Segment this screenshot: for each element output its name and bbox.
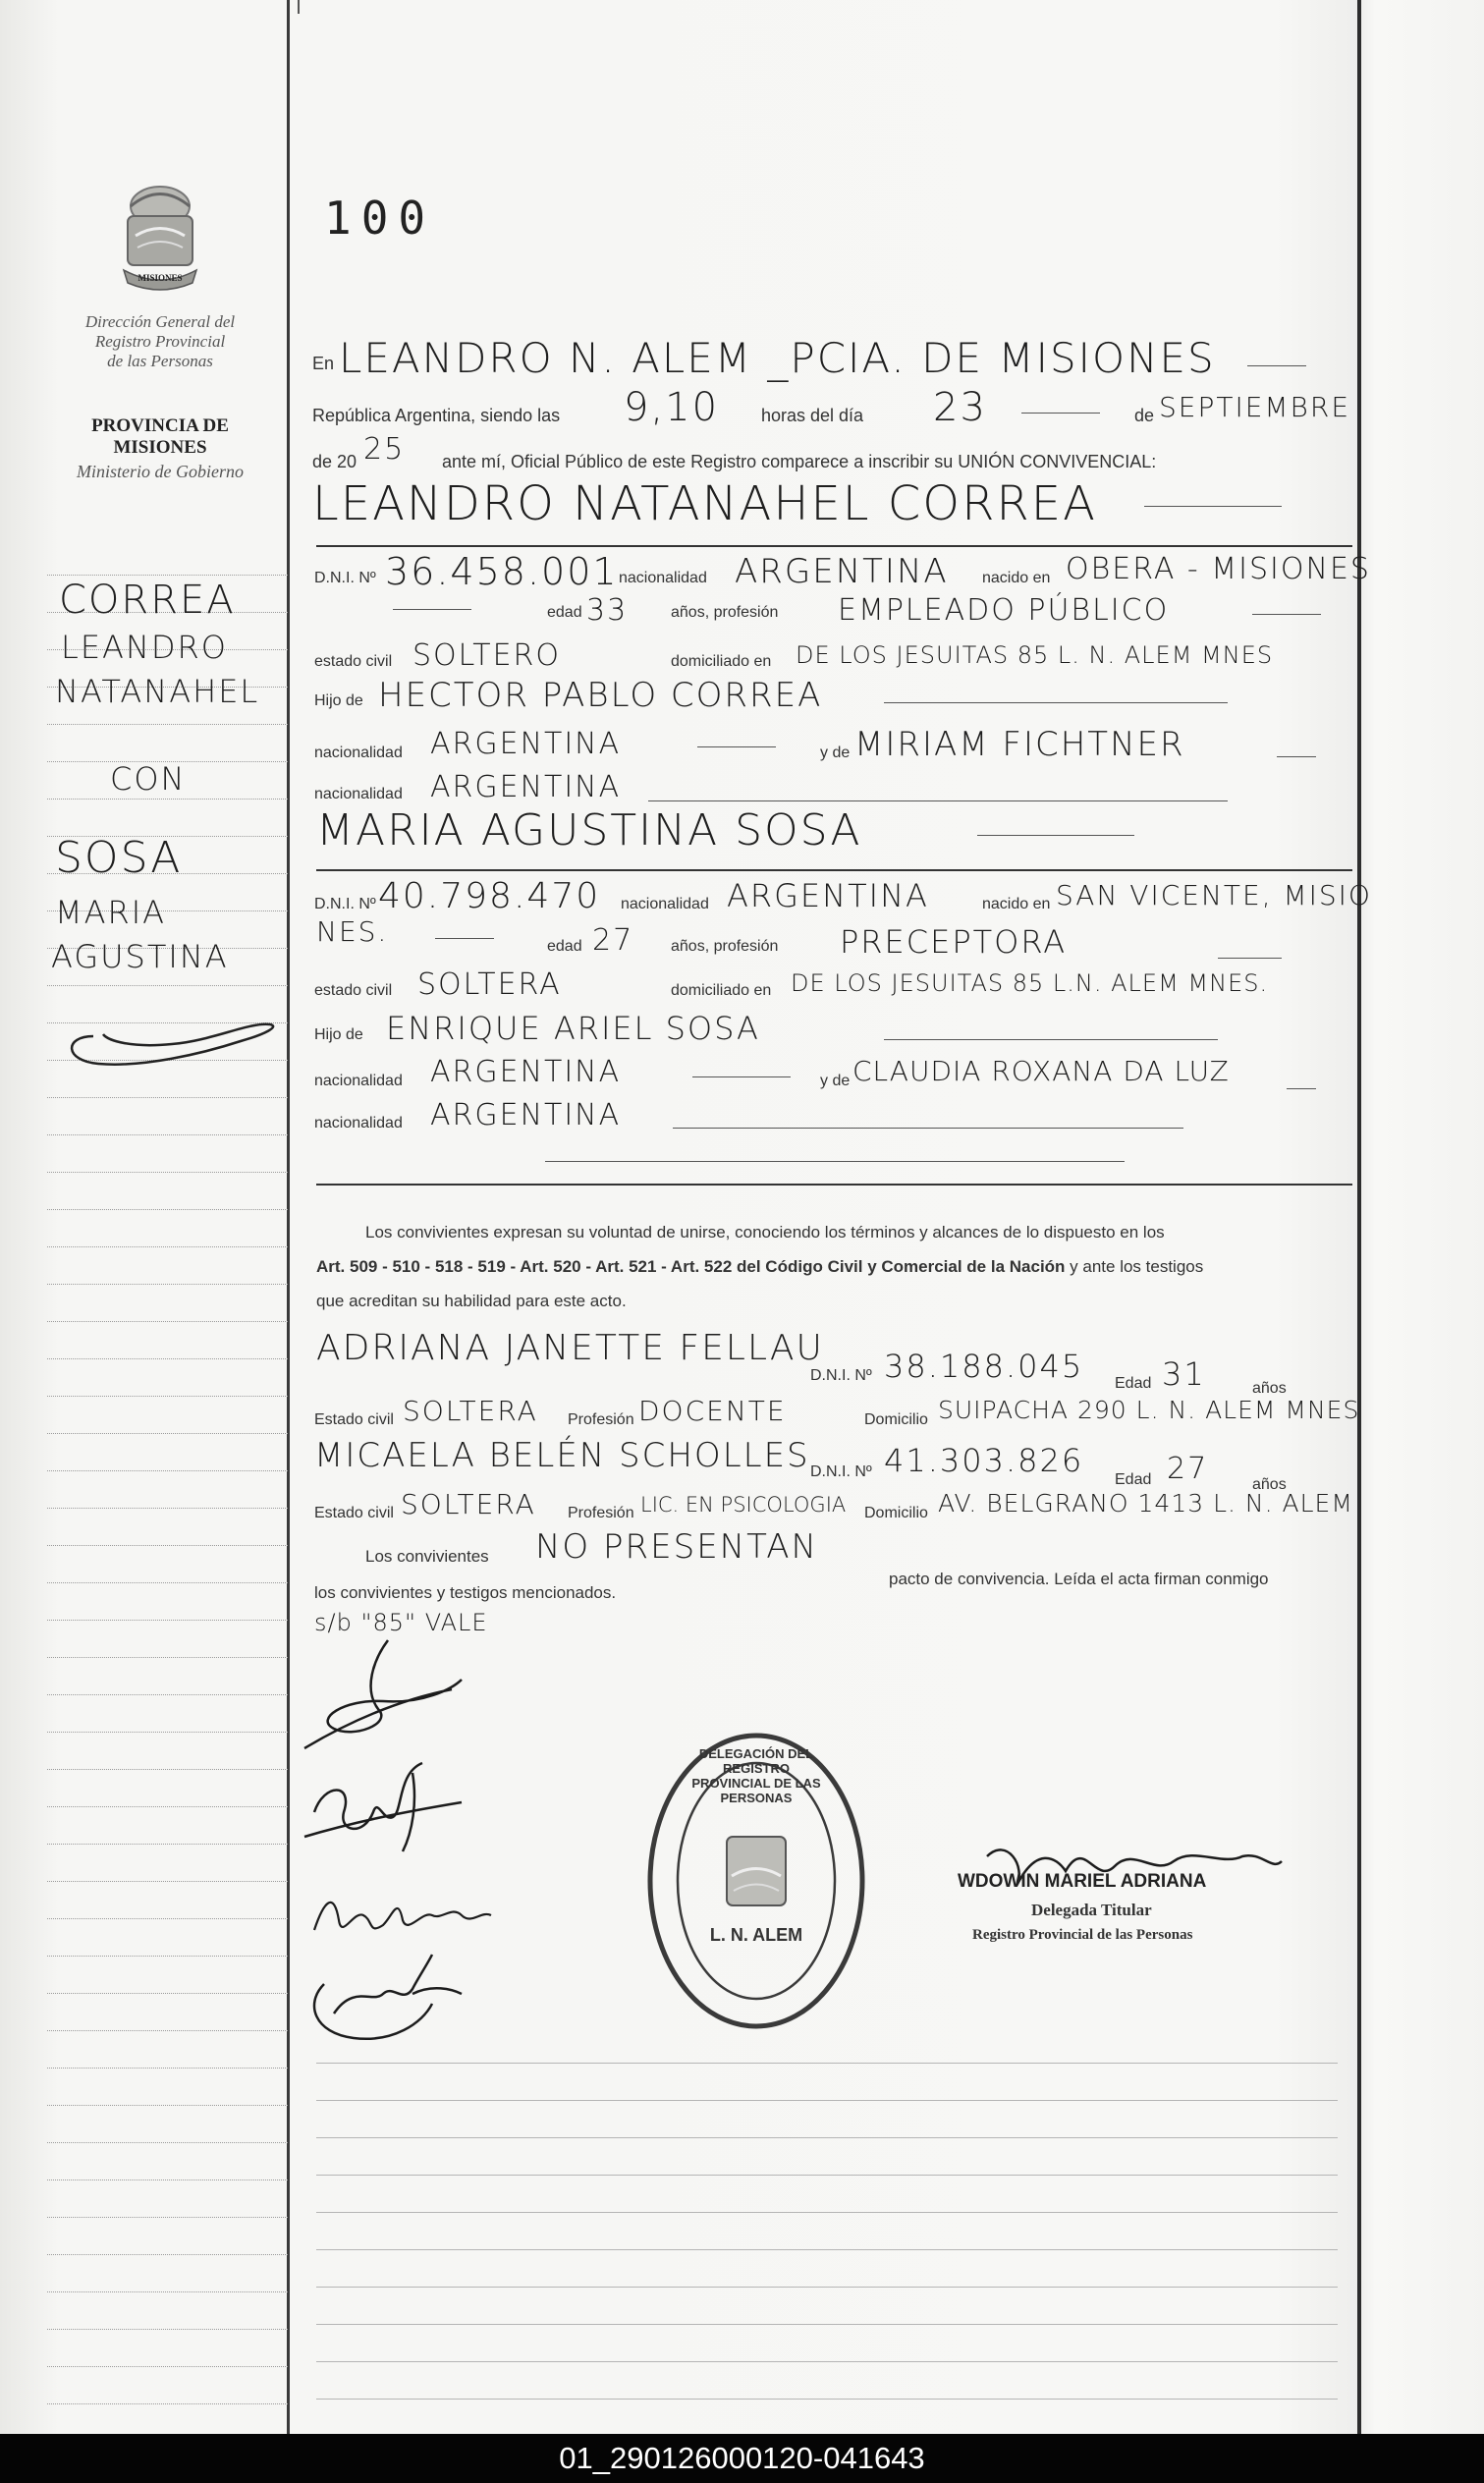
margin-ruled-line <box>47 1956 288 1957</box>
margin-ruled-line <box>47 1844 288 1845</box>
person2-address: DE LOS JESUITAS 85 L.N. ALEM MNES. <box>791 969 1269 997</box>
en-label: En <box>312 354 335 373</box>
declaration-articles: Art. 509 - 510 - 518 - 519 - Art. 520 - Art. 521 - Art. 522 del Código Civil y Comercial de la Nación <box>316 1257 1066 1276</box>
person2-birthplace-2: NES. <box>316 915 389 948</box>
margin-surname-1: CORREA <box>59 578 236 623</box>
margin-ruled-line <box>47 1508 288 1509</box>
oficial-text: ante mí, Oficial Público de este Registro comparece a inscribir su UNIÓN CONVIVENCIAL: <box>442 452 1157 471</box>
witness1-address: SUIPACHA 290 L. N. ALEM MNES <box>938 1396 1360 1424</box>
person1-hijo-label: Hijo de <box>314 692 363 709</box>
margin-ruled-line <box>47 1246 288 1247</box>
margin-ruled-line <box>47 2217 288 2218</box>
witness1-dni-label: D.N.I. Nº <box>810 1367 872 1384</box>
body-ruled-line <box>316 2399 1338 2400</box>
closing-line-2: los convivientes y testigos mencionados. <box>314 1583 617 1602</box>
body-ruled-line <box>316 2063 1338 2064</box>
margin-flourish-icon <box>54 997 290 1076</box>
person2-mn-dash <box>673 1128 1183 1129</box>
person1-mother: MIRIAM FICHTNER <box>854 725 1185 764</box>
person1-father: HECTOR PABLO CORREA <box>378 676 823 715</box>
person2-dash-a <box>435 938 494 939</box>
margin-middlename-1: NATANAHEL <box>55 673 260 710</box>
margin-ruled-line <box>47 1433 288 1434</box>
margin-ruled-line <box>47 1769 288 1770</box>
body-ruled-line <box>316 2324 1338 2325</box>
closing-correction: s/b "85" VALE <box>314 1609 488 1636</box>
witness1-prof-label: Profesión <box>568 1411 634 1428</box>
person1-anos-label: años, profesión <box>671 604 779 621</box>
person2-full-name: MARIA AGUSTINA SOSA <box>316 805 862 855</box>
margin-ruled-line <box>47 1134 288 1135</box>
margin-ruled-line <box>47 1396 288 1397</box>
margin-con: CON <box>110 760 187 798</box>
person2-age: 27 <box>592 923 634 958</box>
margin-ruled-line <box>47 1694 288 1695</box>
witness2-dni-label: D.N.I. Nº <box>810 1463 872 1480</box>
person2-edad-label: edad <box>547 938 582 955</box>
witness2-civil-state: SOLTERA <box>401 1488 536 1520</box>
officer-name: WDOWIN MARIEL ADRIANA <box>958 1871 1207 1892</box>
person1-mother-dash <box>1277 756 1316 757</box>
day-dash <box>1021 413 1100 414</box>
person1-mother-nac-label: nacionalidad <box>314 786 403 802</box>
de-month-label: de <box>1134 406 1155 425</box>
body-ruled-line <box>316 2361 1338 2362</box>
person2-mother-nationality: ARGENTINA <box>430 1098 622 1132</box>
margin-ruled-line <box>47 1582 288 1583</box>
declaration-testigos: y ante los testigos <box>1070 1257 1204 1276</box>
margin-ruled-line <box>47 2142 288 2143</box>
person1-full-name: LEANDRO NATANAHEL CORREA <box>312 476 1097 531</box>
institution-name <box>47 312 273 371</box>
hour-value: 9,10 <box>624 385 720 430</box>
person1-civil-state: SOLTERO <box>412 638 561 673</box>
ministry-name: Ministerio de Gobierno <box>77 462 244 481</box>
republica-label: República Argentina, siendo las <box>312 406 561 425</box>
declaration-divider <box>316 1184 1352 1186</box>
year-suffix-value: 25 <box>363 432 406 467</box>
body-ruled-line <box>316 2137 1338 2138</box>
margin-ruled-line <box>47 2403 288 2404</box>
province-emblem-logo <box>106 177 214 295</box>
witness1-civil-state: SOLTERA <box>403 1395 538 1427</box>
witness2-prof-label: Profesión <box>568 1505 634 1521</box>
margin-ruled-line <box>47 724 288 725</box>
officer-signature-icon <box>967 1827 1292 1905</box>
stamp-center-text: L. N. ALEM <box>709 1925 803 1945</box>
person2-dni-label: D.N.I. Nº <box>314 896 376 912</box>
person1-address: DE LOS JESUITAS 85 L. N. ALEM MNES <box>796 641 1274 669</box>
body-ruled-line <box>316 2287 1338 2288</box>
margin-ruled-line <box>47 1172 288 1173</box>
person2-mother-dash <box>1287 1088 1316 1089</box>
body-ruled-line <box>316 2249 1338 2250</box>
margin-ruled-line <box>47 2068 288 2069</box>
emblem-label: MISIONES <box>137 273 183 283</box>
person2-mother-nac-label: nacionalidad <box>314 1115 403 1131</box>
witness2-name: MICAELA BELÉN SCHOLLES <box>314 1436 810 1475</box>
person1-father-dash <box>884 702 1228 703</box>
person1-born-label: nacido en <box>982 570 1051 586</box>
margin-middlename-2: AGUSTINA <box>51 938 229 975</box>
stamp-ring-text: DELEGACIÓN DEL REGISTRO PROVINCIAL DE LAS PERSONAS <box>691 1746 821 1805</box>
margin-ruled-line <box>47 2291 288 2292</box>
person1-civil-label: estado civil <box>314 653 393 670</box>
institution-line-3: de las Personas <box>107 352 213 370</box>
signature-4-icon <box>295 1945 471 2053</box>
person1-age: 33 <box>586 593 629 628</box>
person2-father-dash <box>884 1039 1218 1040</box>
record-number: 100 <box>324 192 436 245</box>
margin-ruled-line <box>47 1732 288 1733</box>
witness2-dni: 41.303.826 <box>884 1442 1084 1479</box>
place-value: LEANDRO N. ALEM _PCIA. DE MISIONES <box>339 334 1216 382</box>
person1-nac-label: nacionalidad <box>619 570 707 586</box>
witness2-anos-label: años <box>1252 1476 1287 1493</box>
person2-father-nac-label: nacionalidad <box>314 1073 403 1089</box>
margin-ruled-line <box>47 1321 288 1322</box>
person2-mother: CLAUDIA ROXANA DA LUZ <box>852 1055 1230 1087</box>
person2-nac-label: nacionalidad <box>621 896 709 912</box>
person2-dom-label: domiciliado en <box>671 982 772 999</box>
person1-dash-a <box>393 609 471 610</box>
margin-ruled-line <box>47 1358 288 1359</box>
margin-ruled-line <box>47 799 288 800</box>
body-ruled-line <box>316 2212 1338 2213</box>
witness2-dom-label: Domicilio <box>864 1505 928 1521</box>
person2-civil-state: SOLTERA <box>417 967 562 1002</box>
person2-nationality: ARGENTINA <box>727 877 929 914</box>
person1-profession: EMPLEADO PÚBLICO <box>838 593 1170 628</box>
margin-ruled-line <box>47 1657 288 1658</box>
margin-ruled-line <box>47 1284 288 1285</box>
margin-firstname-1: LEANDRO <box>61 629 228 666</box>
margin-ruled-line <box>47 1993 288 1994</box>
institution-line-2: Registro Provincial <box>94 332 226 351</box>
witness1-civil-label: Estado civil <box>314 1411 394 1428</box>
person1-nationality: ARGENTINA <box>735 552 949 591</box>
witness1-profession: DOCENTE <box>638 1395 787 1427</box>
person1-mother-nationality: ARGENTINA <box>430 770 622 804</box>
declaration-line-1: Los convivientes expresan su voluntad de unirse, conociendo los términos y alcances de lo dispuesto en los <box>365 1223 1165 1242</box>
declaration-line-3: que acreditan su habilidad para este acto. <box>316 1292 627 1310</box>
margin-ruled-line <box>47 1806 288 1807</box>
person1-dni-value: 36.458.001 <box>385 550 619 593</box>
person1-y-de-label: y de <box>820 745 851 761</box>
person2-fn-dash <box>692 1076 791 1077</box>
margin-ruled-line <box>47 2030 288 2031</box>
person1-mn-dash <box>648 800 1228 801</box>
person2-birthplace-1: SAN VICENTE, MISIO <box>1056 879 1372 911</box>
margin-firstname-2: MARIA <box>55 894 167 931</box>
person1-father-nac-label: nacionalidad <box>314 745 403 761</box>
person2-dni-value: 40.798.470 <box>378 876 601 916</box>
witness2-address: AV. BELGRANO 1413 L. N. ALEM <box>938 1489 1353 1517</box>
registry-stamp <box>643 1729 869 2033</box>
witness1-age: 31 <box>1162 1355 1206 1393</box>
province-line-1: PROVINCIA DE <box>91 415 229 436</box>
body-ruled-line <box>316 2175 1338 2176</box>
witness1-dni: 38.188.045 <box>884 1348 1084 1385</box>
right-border-rule <box>1357 0 1361 2434</box>
person2-father-nationality: ARGENTINA <box>430 1055 622 1089</box>
witness1-edad-label: Edad <box>1115 1375 1152 1392</box>
margin-ruled-line <box>47 1209 288 1210</box>
person2-profession: PRECEPTORA <box>840 923 1068 961</box>
margin-surname-2: SOSA <box>55 833 183 883</box>
margin-ruled-line <box>47 985 288 986</box>
person2-civil-label: estado civil <box>314 982 393 999</box>
province-line-2: MISIONES <box>113 437 207 458</box>
margin-ruled-line <box>47 1097 288 1098</box>
place-dash <box>1247 365 1306 366</box>
person2-name-dash <box>977 835 1134 836</box>
year-prefix: de 20 <box>312 452 357 471</box>
witness1-anos-label: años <box>1252 1380 1287 1397</box>
person1-dom-label: domiciliado en <box>671 653 772 670</box>
witness1-name: ADRIANA JANETTE FELLAU <box>316 1328 824 1368</box>
witness2-profession: LIC. EN PSICOLOGIA <box>640 1493 847 1517</box>
witness2-edad-label: Edad <box>1115 1471 1152 1488</box>
signature-3-icon <box>304 1871 501 1950</box>
person2-extra-line <box>545 1161 1125 1162</box>
institution-line-1: Dirección General del <box>84 312 236 331</box>
person2-father: ENRIQUE ARIEL SOSA <box>386 1010 760 1047</box>
witness1-dom-label: Domicilio <box>864 1411 928 1428</box>
person1-name-dash <box>1144 506 1282 507</box>
person1-father-nationality: ARGENTINA <box>430 727 622 761</box>
day-value: 23 <box>933 385 987 430</box>
officer-title: Delegada Titular <box>1031 1901 1152 1919</box>
month-value: SEPTIEMBRE <box>1159 391 1351 423</box>
margin-ruled-line <box>47 1545 288 1546</box>
body-ruled-line <box>316 2100 1338 2101</box>
signature-2-icon <box>295 1743 471 1861</box>
margin-ruled-line <box>47 1470 288 1471</box>
person1-divider <box>316 545 1352 547</box>
margin-ruled-line <box>47 2329 288 2330</box>
margin-ruled-line <box>47 2254 288 2255</box>
person1-fn-dash <box>697 746 776 747</box>
officer-office: Registro Provincial de las Personas <box>972 1927 1193 1943</box>
witness2-civil-label: Estado civil <box>314 1505 394 1521</box>
person2-anos-label: años, profesión <box>671 938 779 955</box>
person2-y-de-label: y de <box>820 1073 851 1089</box>
footer-code: 01_290126000120-041643 <box>0 2434 1484 2483</box>
person2-divider <box>316 869 1352 871</box>
margin-ruled-line <box>47 2366 288 2367</box>
closing-convivientes-label: Los convivientes <box>365 1547 489 1566</box>
person1-birthplace: OBERA - MISIONES <box>1066 552 1371 586</box>
top-tick-mark <box>298 0 300 14</box>
person2-dash-b <box>1218 958 1282 959</box>
person2-hijo-label: Hijo de <box>314 1026 363 1043</box>
province-name <box>47 415 273 459</box>
margin-ruled-line <box>47 575 288 576</box>
margin-ruled-line <box>47 1881 288 1882</box>
person2-born-label: nacido en <box>982 896 1051 912</box>
horas-label: horas del día <box>761 406 864 425</box>
margin-rule <box>287 0 290 2434</box>
person1-dni-label: D.N.I. Nº <box>314 570 376 586</box>
witness2-age: 27 <box>1167 1452 1209 1486</box>
margin-ruled-line <box>47 1918 288 1919</box>
closing-pact-value: NO PRESENTAN <box>535 1527 818 1567</box>
person1-edad-label: edad <box>547 604 582 621</box>
declaration-line-2 <box>316 1257 1203 1277</box>
margin-ruled-line <box>47 2105 288 2106</box>
person1-dash-b <box>1252 614 1321 615</box>
signature-1-icon <box>295 1630 471 1758</box>
margin-ruled-line <box>47 1620 288 1621</box>
closing-pact-text: pacto de convivencia. Leída el acta firman conmigo <box>889 1570 1269 1588</box>
